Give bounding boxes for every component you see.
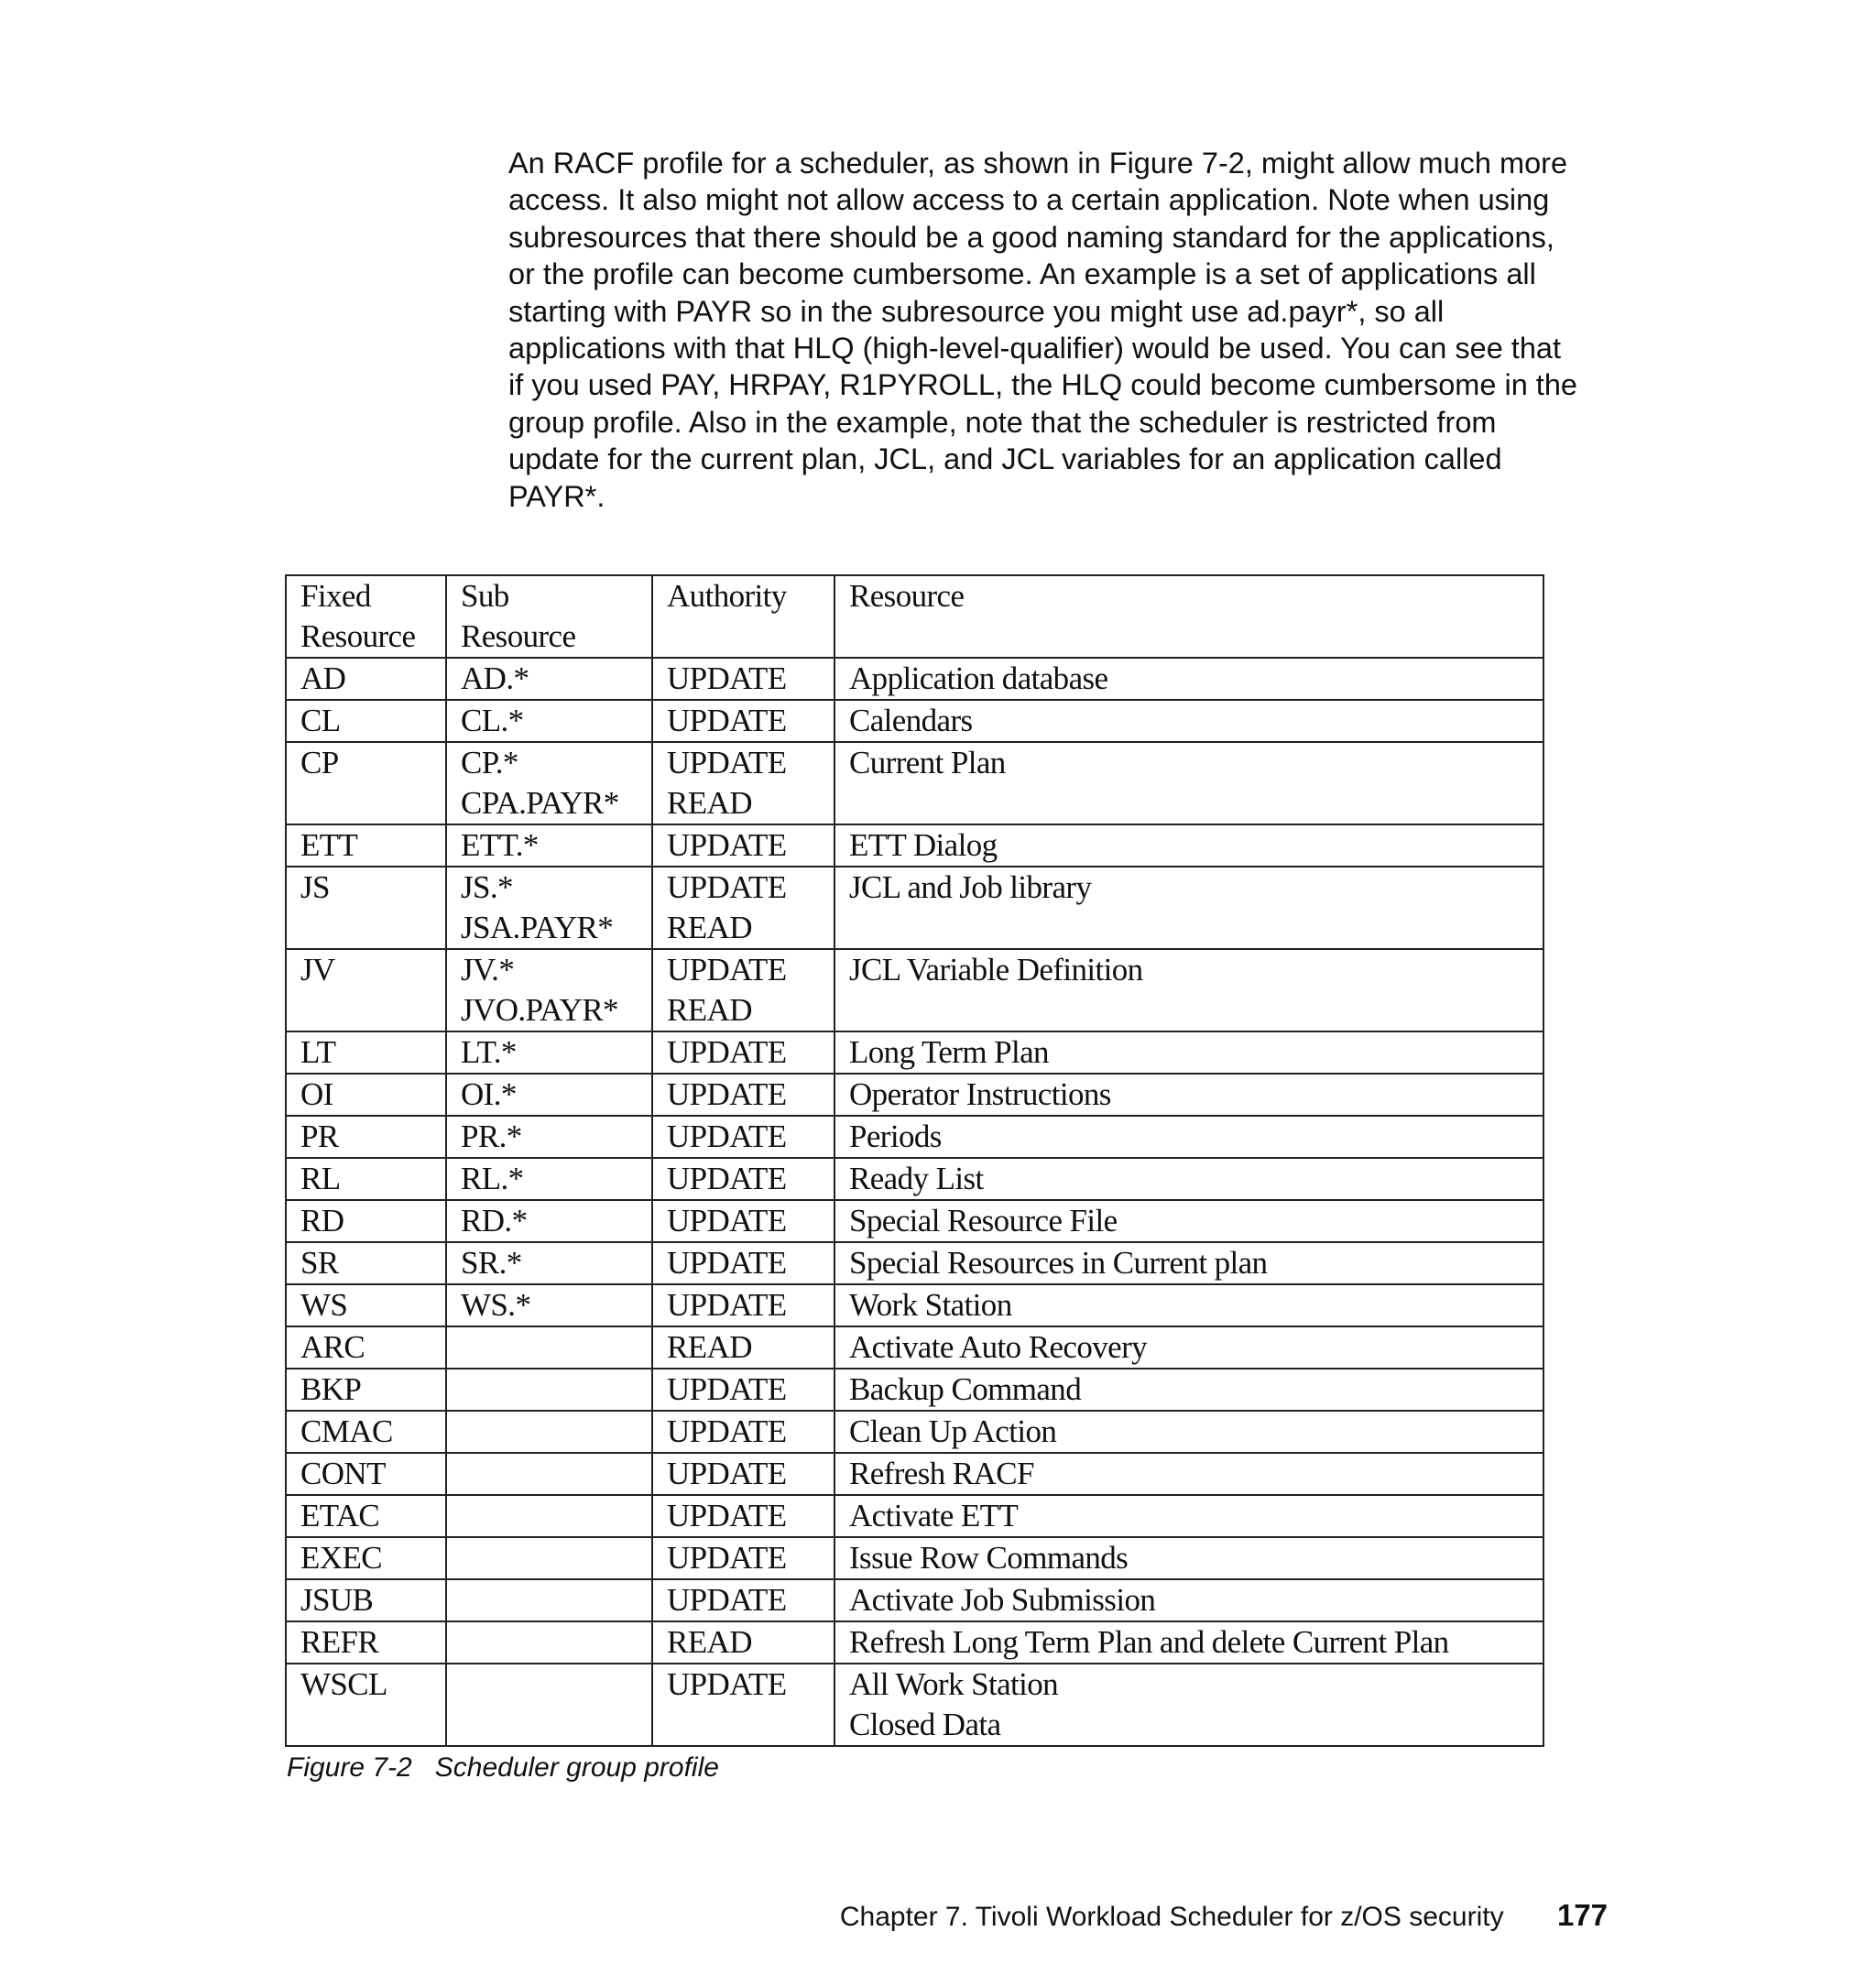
cell-text: UPDATE (667, 1161, 787, 1196)
table-row (286, 1621, 1543, 1664)
cell-text: JV (300, 952, 335, 988)
header-fixed-resource (286, 575, 446, 658)
intro-line: An RACF profile for a scheduler, as shown in Figure 7-2, might allow much more (508, 147, 1568, 180)
cell-authority (652, 1326, 834, 1369)
cell-sub-resource (446, 1579, 652, 1621)
cell-text: CL.* (461, 703, 524, 738)
cell-resource-description (834, 1200, 1543, 1242)
cell-fixed-resource (286, 1158, 446, 1200)
cell-text: AD (300, 660, 346, 696)
cell-text: SR.* (461, 1245, 522, 1281)
cell-text: Activate Job Submission (849, 1582, 1156, 1618)
cell-text: JCL Variable Definition (849, 952, 1143, 988)
cell-text: Clean Up Action (849, 1413, 1057, 1449)
page-number: 177 (1556, 1898, 1608, 1932)
cell-authority (652, 1031, 834, 1074)
intro-line: if you used PAY, HRPAY, R1PYROLL, the HLQ could become cumbersome in the (508, 368, 1577, 402)
cell-text: Issue Row Commands (849, 1540, 1129, 1576)
table-row (286, 1537, 1543, 1579)
cell-fixed-resource (286, 700, 446, 742)
cell-text: Refresh RACF (849, 1456, 1034, 1491)
cell-text: Periods (849, 1118, 942, 1154)
cell-fixed-resource (286, 1116, 446, 1158)
cell-text: UPDATE (667, 1582, 787, 1618)
cell-text: CONT (300, 1456, 386, 1491)
cell-text: JSUB (300, 1582, 374, 1618)
cell-text: All Work Station (849, 1666, 1059, 1702)
cell-authority (652, 1074, 834, 1116)
table-body (286, 575, 1543, 1746)
cell-text: READ (667, 785, 752, 821)
cell-fixed-resource (286, 949, 446, 1031)
cell-sub-resource (446, 824, 652, 867)
table-row (286, 1369, 1543, 1411)
cell-resource-description (834, 1495, 1543, 1537)
cell-text: UPDATE (667, 1287, 787, 1323)
table-row (286, 1074, 1543, 1116)
cell-resource-description (834, 1369, 1543, 1411)
footer-chapter: Chapter 7. Tivoli Workload Scheduler for z/OS security (839, 1902, 1504, 1932)
cell-text: JS.* (461, 869, 513, 905)
cell-text: Refresh Long Term Plan and delete Current Plan (849, 1624, 1449, 1660)
cell-text: Calendars (849, 703, 973, 738)
table-row (286, 1031, 1543, 1074)
cell-resource-description (834, 700, 1543, 742)
cell-sub-resource (446, 742, 652, 824)
cell-text: UPDATE (667, 1076, 787, 1112)
cell-text: UPDATE (667, 1413, 787, 1449)
cell-sub-resource (446, 1242, 652, 1284)
cell-resource-description (834, 1074, 1543, 1116)
cell-resource-description (834, 1579, 1543, 1621)
cell-fixed-resource (286, 1242, 446, 1284)
cell-sub-resource (446, 949, 652, 1031)
cell-fixed-resource (286, 1074, 446, 1116)
cell-resource-description (834, 1242, 1543, 1284)
cell-authority (652, 742, 834, 824)
table-row (286, 1242, 1543, 1284)
cell-authority (652, 867, 834, 949)
cell-sub-resource (446, 1411, 652, 1453)
table-row (286, 1579, 1543, 1621)
cell-text: Resource (300, 618, 416, 654)
cell-fixed-resource (286, 1495, 446, 1537)
cell-authority (652, 1495, 834, 1537)
cell-authority (652, 1621, 834, 1664)
cell-text: Closed Data (849, 1707, 1001, 1742)
cell-text: Sub (461, 578, 509, 614)
cell-text: Special Resources in Current plan (849, 1245, 1268, 1281)
cell-text: UPDATE (667, 869, 787, 905)
cell-fixed-resource (286, 1031, 446, 1074)
cell-text: UPDATE (667, 1034, 787, 1070)
cell-fixed-resource (286, 1664, 446, 1746)
cell-sub-resource (446, 1116, 652, 1158)
table-row (286, 949, 1543, 1031)
cell-text: Authority (667, 578, 787, 614)
cell-authority (652, 1579, 834, 1621)
cell-text: RL (300, 1161, 341, 1196)
cell-text: BKP (300, 1371, 362, 1407)
cell-text: Long Term Plan (849, 1034, 1049, 1070)
intro-line: subresources that there should be a good naming standard for the applications, (508, 220, 1554, 254)
cell-text: UPDATE (667, 1456, 787, 1491)
cell-fixed-resource (286, 824, 446, 867)
cell-authority (652, 1369, 834, 1411)
scheduler-profile-table (285, 574, 1544, 1747)
caption-label: Figure 7-2 (287, 1752, 412, 1783)
figure-caption (287, 1752, 719, 1784)
cell-sub-resource (446, 1664, 652, 1746)
cell-text: CPA.PAYR* (461, 785, 619, 821)
cell-authority (652, 1242, 834, 1284)
cell-text: OI (300, 1076, 333, 1112)
table-row (286, 1284, 1543, 1326)
cell-sub-resource (446, 1284, 652, 1326)
cell-fixed-resource (286, 1537, 446, 1579)
cell-sub-resource (446, 1074, 652, 1116)
cell-resource-description (834, 1537, 1543, 1579)
cell-text: READ (667, 1329, 752, 1365)
cell-text: ETT (300, 827, 358, 863)
cell-text: PR (300, 1118, 339, 1154)
cell-sub-resource (446, 1031, 652, 1074)
cell-text: Activate ETT (849, 1498, 1019, 1533)
cell-authority (652, 1664, 834, 1746)
intro-line: or the profile can become cumbersome. An example is a set of applications all (508, 257, 1536, 291)
cell-text: UPDATE (667, 952, 787, 988)
header-authority (652, 575, 834, 658)
cell-text: RD.* (461, 1203, 528, 1239)
cell-text: LT.* (461, 1034, 517, 1070)
cell-text: Activate Auto Recovery (849, 1329, 1148, 1365)
cell-fixed-resource (286, 1579, 446, 1621)
cell-sub-resource (446, 658, 652, 700)
table-row (286, 867, 1543, 949)
cell-text: AD.* (461, 660, 529, 696)
cell-text: REFR (300, 1624, 379, 1660)
cell-text: ETAC (300, 1498, 380, 1533)
cell-text: UPDATE (667, 1540, 787, 1576)
cell-text: READ (667, 910, 752, 945)
cell-text: UPDATE (667, 745, 787, 780)
cell-authority (652, 1453, 834, 1495)
cell-sub-resource (446, 1621, 652, 1664)
cell-text: UPDATE (667, 1371, 787, 1407)
cell-text: OI.* (461, 1076, 517, 1112)
cell-authority (652, 824, 834, 867)
cell-text: CMAC (300, 1413, 393, 1449)
cell-resource-description (834, 1453, 1543, 1495)
intro-line: group profile. Also in the example, note that the scheduler is restricted from (508, 405, 1497, 439)
cell-fixed-resource (286, 1453, 446, 1495)
cell-resource-description (834, 1158, 1543, 1200)
table-row (286, 1453, 1543, 1495)
cell-sub-resource (446, 1369, 652, 1411)
cell-text: Ready List (849, 1161, 984, 1196)
caption-title: Scheduler group profile (434, 1752, 719, 1783)
cell-text: ETT Dialog (849, 827, 998, 863)
cell-text: JVO.PAYR* (461, 992, 618, 1028)
cell-text: RL.* (461, 1161, 524, 1196)
cell-resource-description (834, 1284, 1543, 1326)
cell-text: PR.* (461, 1118, 522, 1154)
intro-line: applications with that HLQ (high-level-qualifier) would be used. You can see that (508, 332, 1562, 366)
cell-authority (652, 949, 834, 1031)
cell-sub-resource (446, 700, 652, 742)
cell-fixed-resource (286, 1411, 446, 1453)
cell-text: ETT.* (461, 827, 539, 863)
table-row (286, 1116, 1543, 1158)
cell-text: UPDATE (667, 1245, 787, 1281)
cell-resource-description (834, 658, 1543, 700)
header-row (286, 575, 1543, 658)
table-row (286, 1158, 1543, 1200)
cell-text: EXEC (300, 1540, 382, 1576)
cell-resource-description (834, 1326, 1543, 1369)
cell-text: UPDATE (667, 1203, 787, 1239)
cell-text: Resource (461, 618, 576, 654)
cell-text: Special Resource File (849, 1203, 1118, 1239)
cell-authority (652, 1537, 834, 1579)
cell-resource-description (834, 1116, 1543, 1158)
cell-text: READ (667, 992, 752, 1028)
table-row (286, 658, 1543, 700)
cell-text: UPDATE (667, 827, 787, 863)
table-row (286, 700, 1543, 742)
cell-authority (652, 1158, 834, 1200)
cell-authority (652, 1411, 834, 1453)
cell-text: WSCL (300, 1666, 387, 1702)
cell-text: WS.* (461, 1287, 531, 1323)
cell-text: Application database (849, 660, 1108, 696)
table-row (286, 1326, 1543, 1369)
cell-sub-resource (446, 1453, 652, 1495)
cell-text: CL (300, 703, 341, 738)
cell-text: Fixed (300, 578, 371, 614)
cell-fixed-resource (286, 1284, 446, 1326)
cell-resource-description (834, 1411, 1543, 1453)
cell-text: JS (300, 869, 330, 905)
cell-resource-description (834, 867, 1543, 949)
cell-text: JSA.PAYR* (461, 910, 614, 945)
cell-authority (652, 1200, 834, 1242)
cell-text: UPDATE (667, 1498, 787, 1533)
cell-authority (652, 658, 834, 700)
table-row (286, 742, 1543, 824)
cell-fixed-resource (286, 1621, 446, 1664)
cell-text: CP.* (461, 745, 518, 780)
cell-resource-description (834, 1621, 1543, 1664)
cell-text: LT (300, 1034, 336, 1070)
cell-fixed-resource (286, 1369, 446, 1411)
page-footer (840, 1898, 1608, 1933)
cell-text: UPDATE (667, 703, 787, 738)
cell-sub-resource (446, 1537, 652, 1579)
cell-authority (652, 1284, 834, 1326)
cell-text: UPDATE (667, 1666, 787, 1702)
cell-fixed-resource (286, 658, 446, 700)
cell-authority (652, 1116, 834, 1158)
cell-text: JCL and Job library (849, 869, 1092, 905)
table-row (286, 1495, 1543, 1537)
table-row (286, 1411, 1543, 1453)
cell-sub-resource (446, 867, 652, 949)
cell-sub-resource (446, 1495, 652, 1537)
cell-text: Resource (849, 578, 965, 614)
cell-text: JV.* (461, 952, 515, 988)
cell-resource-description (834, 742, 1543, 824)
header-sub-resource (446, 575, 652, 658)
header-resource-description (834, 575, 1543, 658)
cell-text: Operator Instructions (849, 1076, 1111, 1112)
cell-text: READ (667, 1624, 752, 1660)
cell-sub-resource (446, 1158, 652, 1200)
table-row (286, 824, 1543, 867)
intro-line: update for the current plan, JCL, and JCL variables for an application called (508, 442, 1502, 476)
cell-fixed-resource (286, 1326, 446, 1369)
cell-fixed-resource (286, 867, 446, 949)
cell-text: WS (300, 1287, 348, 1323)
cell-text: Work Station (849, 1287, 1012, 1323)
cell-text: Current Plan (849, 745, 1006, 780)
cell-text: ARC (300, 1329, 365, 1365)
cell-fixed-resource (286, 742, 446, 824)
cell-text: UPDATE (667, 1118, 787, 1154)
cell-text: RD (300, 1203, 344, 1239)
cell-fixed-resource (286, 1200, 446, 1242)
table-row (286, 1664, 1543, 1746)
intro-line: access. It also might not allow access to a certain application. Note when using (508, 183, 1550, 217)
intro-paragraph (508, 145, 1626, 515)
cell-sub-resource (446, 1326, 652, 1369)
table-row (286, 1200, 1543, 1242)
intro-line: PAYR*. (508, 479, 605, 513)
cell-text: UPDATE (667, 660, 787, 696)
cell-authority (652, 700, 834, 742)
cell-resource-description (834, 824, 1543, 867)
cell-text: SR (300, 1245, 339, 1281)
cell-resource-description (834, 1031, 1543, 1074)
cell-resource-description (834, 1664, 1543, 1746)
cell-sub-resource (446, 1200, 652, 1242)
cell-text: Backup Command (849, 1371, 1082, 1407)
intro-line: starting with PAYR so in the subresource you might use ad.payr*, so all (508, 294, 1445, 328)
cell-text: CP (300, 745, 339, 780)
cell-resource-description (834, 949, 1543, 1031)
